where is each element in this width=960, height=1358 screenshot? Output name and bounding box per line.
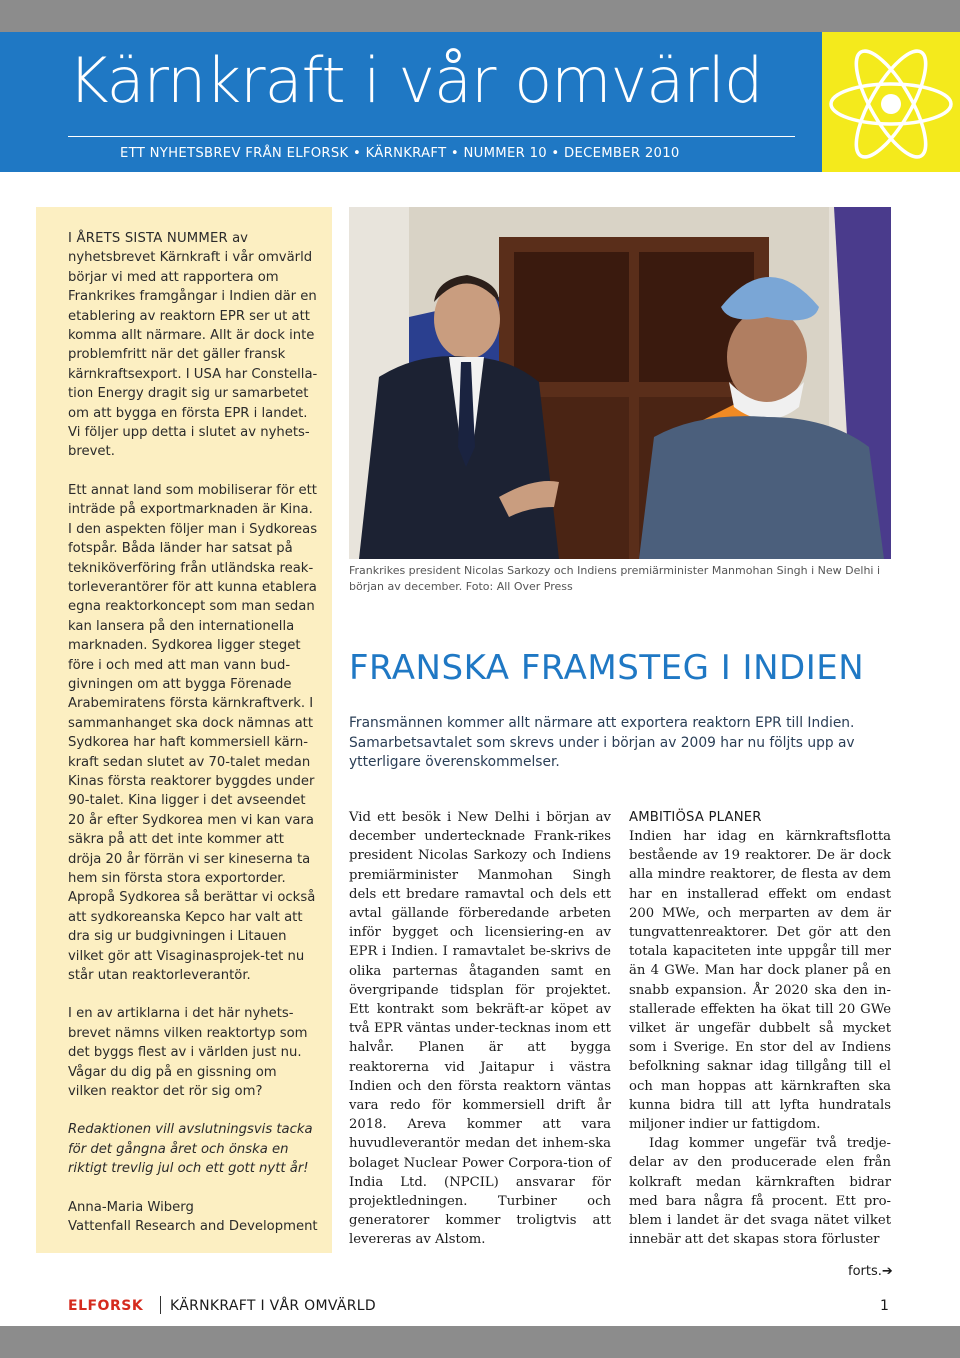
photo-caption: Frankrikes president Nicolas Sarkozy och Indiens premiärminister Manmohan Singh i New Delhi i början av december. Foto: All Over Press: [349, 564, 881, 593]
continued-label: forts.: [848, 1264, 882, 1279]
article-col2-p2: Idag kommer ungefär två tredje-delar av den producerade elen från kolkraft medan kärnkraften bidrar med bara några få procent. Ett pro-blem i landet är det svaga nätet vilket innebär att det skapas stora förluster: [629, 1136, 891, 1248]
editorial-text: [68, 229, 318, 1237]
top-gray-bar: [0, 0, 960, 32]
arrow-right-icon: ➔: [881, 1264, 893, 1279]
continued-link[interactable]: [848, 1264, 893, 1279]
article-column-2: [629, 808, 891, 1249]
article-headline: FRANSKA FRAMSTEG I INDIEN: [349, 648, 865, 688]
article-photo: [349, 207, 891, 559]
photo-illustration: [349, 207, 891, 559]
article-ingress: Fransmännen kommer allt närmare att exportera reaktorn EPR till Indien. Samarbetsavtalet som skrevs under i början av 2009 har nu följts upp av ytterligare överenskommelser.: [349, 715, 855, 770]
newsletter-subtitle: ETT NYHETSBREV FRÅN ELFORSK • KÄRNKRAFT • NUMMER 10 • DECEMBER 2010: [120, 146, 680, 161]
bottom-gray-bar: [0, 1326, 960, 1358]
editorial-p1: av nyhetsbrevet Kärnkraft i vår omvärld börjar vi med att rapportera om Frankrikes framgångar i Indien där en etablering av reaktorn EPR ser ut att komma allt närmare. Allt är dock inte problemfritt när det gäller fransk kärnkraftsexport. I USA har Constella-tion Energy dragit sig ur samarbetet om att bygga en första EPR i landet. Vi följer upp detta i slutet av nyhets-brevet.: [68, 231, 318, 460]
footer-brand: ELFORSK: [68, 1298, 144, 1314]
masthead-rule: [68, 136, 795, 137]
article-column-1: [349, 808, 611, 1250]
editorial-p4: Redaktionen vill avslutningsvis tacka för det gångna året och önska en riktigt trevlig jul och ett gott nytt år!: [68, 1122, 313, 1177]
editorial-p3: I en av artiklarna i det här nyhets-brevet nämns vilken reaktortyp som det byggs flest av i världen just nu. Vågar du dig på en gissning om vilken reaktor det rör sig om?: [68, 1006, 308, 1100]
article-col2-p1: Indien har idag en kärnkraftsflotta bestående av 19 reaktorer. De är dock alla mindre reaktorer, de flesta av dem har en installerad effekt om endast 200 MWe, och merparten av dem är tungvattenreaktorer. Det gör att den totala kapaciteten inte uppgår till mer än 4 GWe. Man har dock planer på en snabb expansion. År 2020 ska den in-stallerade effekten ha ökat till 20 GWe vilket är ungefär dubbelt så mycket som i Sverige. En stor del av Indiens befolkning saknar idag tillgång till el och man hoppas att kärnkraften ska kunna bidra till att lyfta hundratals miljoner indier ur fattigdom.: [629, 829, 891, 1133]
footer-separator: [160, 1296, 161, 1314]
editorial-lead: I ÅRETS SISTA NUMMER: [68, 231, 228, 246]
editorial-p2: Ett annat land som mobiliserar för ett inträde på exportmarknaden är Kina. I den aspekten följer man i Sydkoreas fotspår. Båda länder har satsat på tekniköverföring från utländska reak-torleverantörer för att kunna etablera egna reaktorkoncept som man sedan kan lansera på den internationella marknaden. Sydkorea ligger steget före i och med att man vann bud-givningen om att bygga Förenade Arabemiratens första kärnkraftverk. I sammanhanget ska dock nämnas att Sydkorea har haft kommersiell kärn-kraft sedan slutet av 70-talet medan Kinas första reaktorer byggdes under 90-talet. Kina ligger i det avseendet 20 år efter Sydkorea men vi kan vara säkra på att det inte kommer att dröja 20 år förrän vi ser kineserna ta hem sin första stora exportorder. Apropå Sydkorea så berättar vi också att sydkoreanska Kepco har valt att dra sig ur budgivningen i Litauen vilket gör att Visaginasprojek-tet nu står utan reaktorleverantör.: [68, 482, 318, 984]
signature-org: Vattenfall Research and Development: [68, 1219, 318, 1235]
article-col1-text: Vid ett besök i New Delhi i början av december undertecknade Frank-rikes president Nicolas Sarkozy och Indiens premiärminister Manmohan Singh dels ett bredare ramavtal och dels ett avtal gällande förberedande arbeten inför bygget och licensiering-en av EPR i Indien. I ramavtalet be-skrivs de olika parternas åtaganden samt en övergripande tidsplan för projektet. Ett kontrakt som bekräft-ar köpet av två EPR väntas under-tecknas inom ett halvår. Planen är att bygga reaktorerna vid Jaitapur i västra Indien och den första reaktorn väntas vara redo för kommersiell drift år 2018. Areva kommer att vara huvudleverantör medan det inhem-ska bolaget Nuclear Power Corpora-tion of India Ltd. (NPCIL) ansvarar för projektledningen. Turbiner och generatorer kommer troligtvis att levereras av Alstom.: [349, 810, 611, 1248]
footer-title: KÄRNKRAFT I VÅR OMVÄRLD: [170, 1298, 376, 1314]
atom-icon: [822, 32, 960, 172]
signature-name: Anna-Maria Wiberg: [68, 1199, 194, 1215]
newsletter-title: Kärnkraft i vår omvärld: [68, 44, 763, 117]
page-number: 1: [880, 1298, 889, 1314]
section-heading: AMBITIÖSA PLANER: [629, 810, 762, 825]
atom-logo: [822, 32, 960, 172]
